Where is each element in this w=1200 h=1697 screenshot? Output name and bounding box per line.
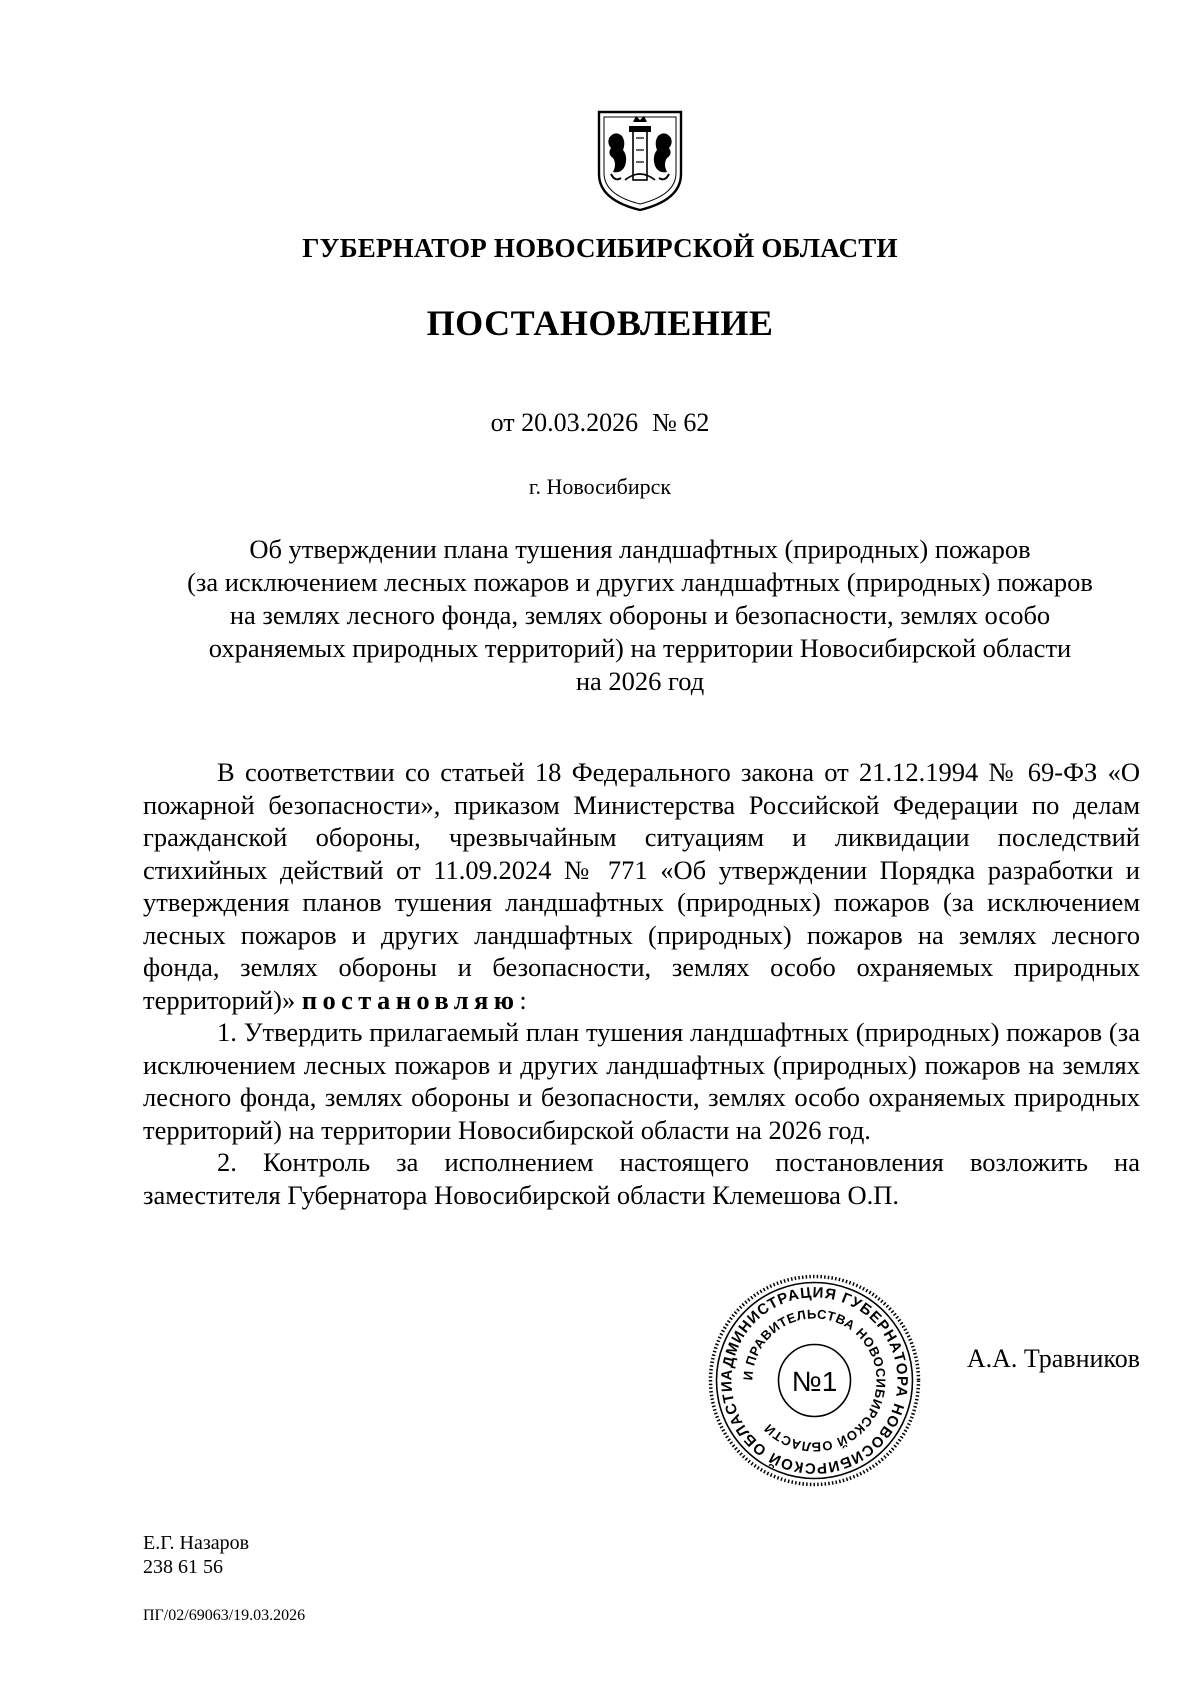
title-line: на 2026 год — [575, 666, 705, 696]
document-type: ПОСТАНОВЛЕНИЕ — [426, 303, 774, 343]
date-number-line — [0, 408, 1200, 438]
registration-number: ПГ/02/69063/19.03.2026 — [143, 1607, 306, 1624]
official-seal — [706, 1272, 923, 1489]
item-1-paragraph: 1. Утвердить прилагаемый план тушения ландшафтных (природных) пожаров (за исключением лесных пожаров и других ландшафтных (природных) пожаров на землях лесного фонда, землях обороны и безопасности, землях особо охраняемых природных территорий) на территории Новосибирской области на 2026 год. — [143, 1017, 1140, 1145]
preamble-paragraph — [143, 756, 1140, 1016]
executor-name: Е.Г. Назаров — [143, 1532, 250, 1554]
title-line: охраняемых природных территорий) на территории Новосибирской области — [208, 633, 1072, 663]
title-line: на землях лесного фонда, землях обороны и безопасности, землях особо — [229, 600, 1051, 630]
title-line: (за исключением лесных пожаров и других ландшафтных (природных) пожаров — [187, 567, 1093, 597]
item-2-paragraph: 2. Контроль за исполнением настоящего постановления возложить на заместителя Губернатора Новосибирской области Клемешова О.П. — [143, 1147, 1140, 1210]
resolve-colon: : — [519, 984, 527, 1015]
executor-phone: 238 61 56 — [143, 1556, 223, 1578]
preamble-text: В соответствии со статьей 18 Федерального закона от 21.12.1994 № 69-ФЗ «О пожарной безопасности», приказом Министерства Российской Федерации по делам гражданской обороны, чрезвычайным ситуациям и ликвидации последствий стихийных действий от 11.09.2024 № 771 «Об утверждении Порядка разработки и утверждения планов тушения ландшафтных (природных) пожаров (за исключением лесных пожаров и других ландшафтных (природных) пожаров на землях лесного фонда, землях обороны и безопасности, землях особо охраняемых природных территорий)» — [143, 757, 1140, 1015]
signer-name: А.А. Травников — [966, 1344, 1140, 1373]
document-body — [143, 756, 1140, 1211]
issuing-authority: ГУБЕРНАТОР НОВОСИБИРСКОЙ ОБЛАСТИ — [302, 233, 898, 263]
document-date: от 20.03.2026 — [490, 408, 639, 437]
seal-outer-text: АДМИНИСТРАЦИЯ ГУБЕРНАТОРА НОВОСИБИРСКОЙ ОБЛАСТИ — [718, 1284, 911, 1477]
seal-number: №1 — [791, 1366, 838, 1397]
coat-of-arms-icon — [595, 108, 685, 214]
seal-inner-text: И ПРАВИТЕЛЬСТВА НОВОСИБИРСКОЙ ОБЛАСТИ — [740, 1306, 889, 1455]
resolve-word: постановляю — [301, 984, 520, 1015]
title-line: Об утверждении плана тушения ландшафтных (природных) пожаров — [249, 534, 1031, 564]
document-title — [140, 533, 1140, 698]
issue-city: г. Новосибирск — [528, 474, 672, 499]
document-number: № 62 — [652, 408, 710, 437]
